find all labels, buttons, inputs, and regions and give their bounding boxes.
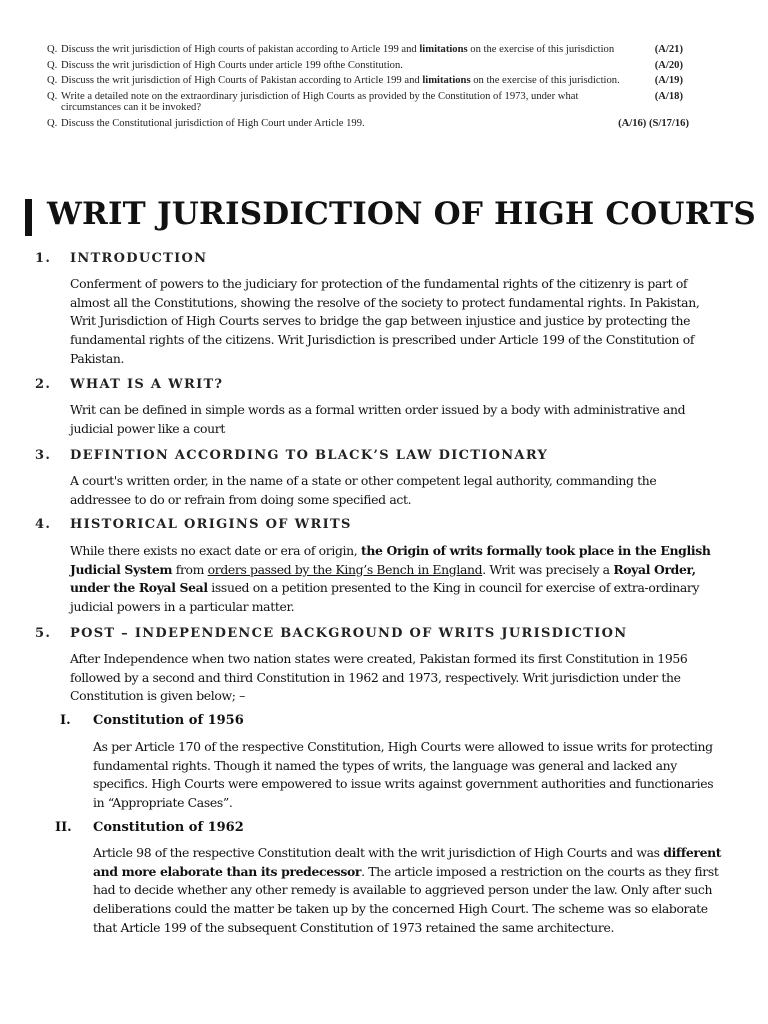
what-is-writ-paragraph: Writ can be defined in simple words as a formal written order issued by a body with administrative and judicial power like a court: [70, 402, 686, 436]
question-prefix: Q.: [47, 117, 58, 129]
introduction-paragraph: Conferment of powers to the judiciary for protection of the fundamental rights of the citizenry is part of almost all the Constitutions, showing the resolve of the society to protect fundamental rights. In Pakistan, Writ Jurisdiction of High Courts serves to bridge the gap between injustice and justice by protecting the fundamental rights of the citizens. Writ Jurisdiction is prescribed under Article 199 of the Constitution of Pakistan.: [70, 276, 700, 366]
section-number: 4.: [35, 517, 52, 532]
question-prefix: Q.: [47, 75, 58, 87]
section-heading-introduction: INTRODUCTION: [70, 251, 208, 266]
section-heading-historical-origins: HISTORICAL ORIGINS OF WRITS: [70, 517, 352, 532]
historical-origins-paragraph: While there exists no exact date or era of origin, the Origin of writs formally took place in the English Judicial System from orders passed by the King’s Bench in England. Writ was precisely a Royal Order, under the Royal Seal issued on a petition presented to the King in council for exercise of extra-ordinary judicial powers in a particular matter.: [70, 543, 711, 615]
question-prefix: Q.: [47, 59, 58, 71]
section-heading-what-is-writ: WHAT IS A WRIT?: [70, 377, 224, 392]
subsection-heading-1962: Constitution of 1962: [93, 820, 244, 835]
question-item: Q. Write a detailed note on the extraordinary jurisdiction of High Courts as provided by the Constitution of 1973, under what circumstances can it be invoked? (A/18): [47, 90, 683, 114]
post-independence-paragraph: After Independence when two nation states were created, Pakistan formed its first Constitution in 1956 followed by a second and third Constitution in 1962 and 1973, respectively. Writ jurisdiction under the Constitution is given below; –: [70, 651, 688, 704]
constitution-1962-paragraph: Article 98 of the respective Constitution dealt with the writ jurisdiction of High Courts and was different and more elaborate than its predecessor. The article imposed a restriction on the courts as they first had to decide whether any other remedy is available to aggrieved person under the law. Only after such deliberations could the matter be taken up by the concerned High Court. The scheme was so elaborate that Article 199 of the subsequent Constitution of 1973 retained the same architecture.: [93, 845, 722, 935]
question-item: Q. Discuss the writ jurisdiction of High courts of pakistan according to Article 199 and limitations on the exercise of this jurisdiction (A/21): [47, 44, 683, 55]
question-item: Q. Discuss the Constitutional jurisdiction of High Court under Article 199. (A/16) (S/17/16): [47, 117, 689, 129]
question-code: (A/19): [654, 75, 683, 87]
question-code: (A/16) (S/17/16): [618, 117, 689, 129]
subsection-number: II.: [55, 820, 72, 835]
subsection-heading-1956: Constitution of 1956: [93, 713, 244, 728]
section-number: 2.: [35, 377, 52, 392]
section-heading-definition: DEFINTION ACCORDING TO BLACK’S LAW DICTIONARY: [70, 448, 549, 463]
page-title: WRIT JURISDICTION OF HIGH COURTS: [47, 196, 756, 232]
question-item: Q. Discuss the writ jurisdiction of High Courts of Pakistan according to Article 199 and limitations on the exercise of this jurisdiction. (A/19): [47, 75, 683, 87]
question-code: (A/18): [654, 90, 683, 102]
section-number: 3.: [35, 448, 52, 463]
question-item: Q. Discuss the writ jurisdiction of High Courts under article 199 ofthe Constitution. (A/20): [47, 59, 683, 71]
title-accent-bar: [25, 199, 32, 236]
section-number: 5.: [35, 626, 52, 641]
section-heading-post-independence: POST – INDEPENDENCE BACKGROUND OF WRITS JURISDICTION: [70, 626, 628, 641]
question-code: (A/21): [654, 44, 683, 55]
question-prefix: Q.: [47, 44, 58, 55]
past-questions-list: [47, 44, 697, 134]
definition-paragraph: A court's written order, in the name of a state or other competent legal authority, commanding the addressee to do or refrain from doing some specified act.: [70, 473, 657, 507]
question-code: (A/20): [654, 59, 683, 71]
constitution-1956-paragraph: As per Article 170 of the respective Constitution, High Courts were allowed to issue writs for protecting fundamental rights. Though it named the types of writs, the language was general and lacked any specifics. High Courts were empowered to issue writs against government authorities and functionaries in “Appropriate Cases”.: [93, 739, 714, 811]
section-number: 1.: [35, 251, 52, 266]
subsection-number: I.: [60, 713, 71, 728]
question-prefix: Q.: [47, 90, 58, 102]
